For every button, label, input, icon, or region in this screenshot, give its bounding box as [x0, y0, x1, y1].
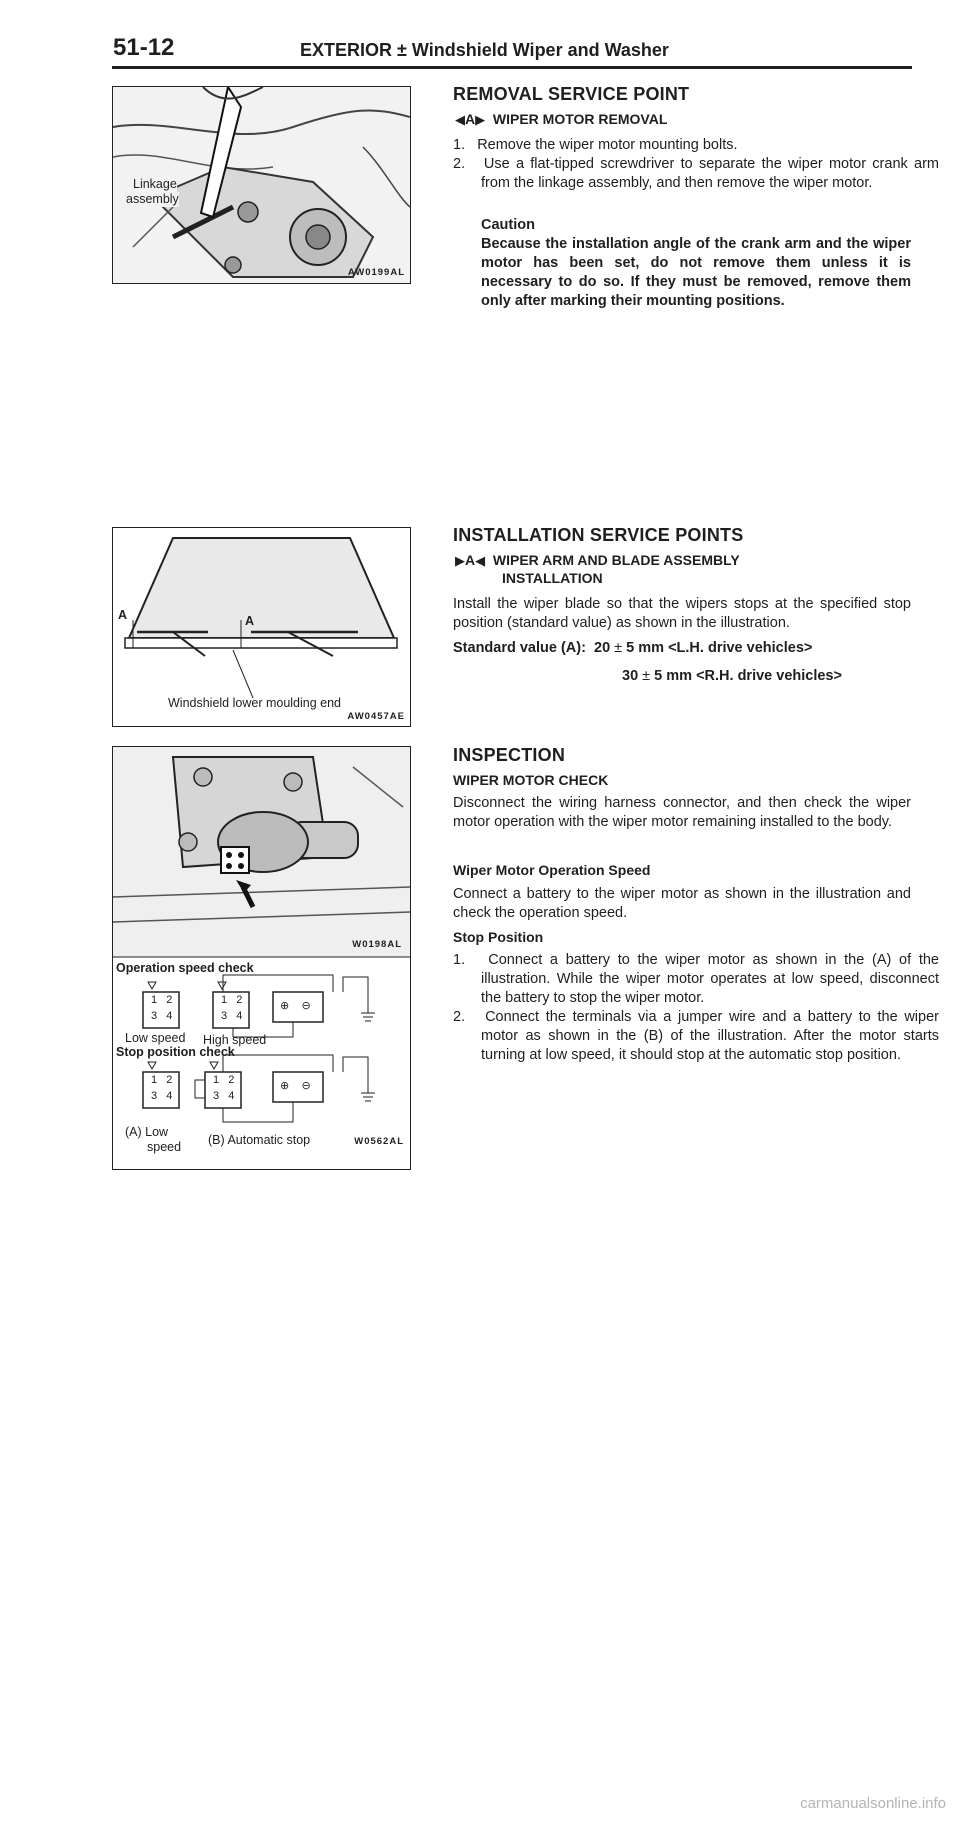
caution-text: Because the installation angle of the crank arm and the wiper motor has been set, do not remove them unless it is necessary to do so. If they must be removed, remove them only after marking their mounting positions.: [481, 236, 911, 309]
stop-step-2: 2. Connect the terminals via a jumper wire and a battery to the wiper motor as shown in the (B) of the illustration. After the motor starts turning at low speed, it should stop at the automatic stop position.: [453, 1009, 939, 1063]
figure-code: AW0457AE: [347, 711, 405, 722]
caution-title: Caution: [481, 217, 535, 233]
installation-subtitle: WIPER ARM AND BLADE ASSEMBLY: [492, 552, 740, 568]
motor-check-illustration: [113, 747, 410, 1169]
watermark-link[interactable]: carmanualsonline.info: [800, 1795, 946, 1812]
low-speed-label: Low speed: [125, 1031, 186, 1045]
header-rule: [112, 66, 912, 69]
installation-heading: INSTALLATION SERVICE POINTS: [453, 525, 744, 545]
operation-speed-body: Connect a battery to the wiper motor as shown in the illustration and check the operation speed.: [453, 886, 911, 921]
figure-motor-check: 1 2 3 4 1 2 3 4 1 2 3 4 1 2 3 4 ⊕ ⊖ ⊕ ⊖ W0198AL Operation speed check Low speed High speed Stop position check (A) Low speed (B) Automatic stop W0562AL: [112, 746, 411, 1170]
linkage-label-line1: Linkage: [133, 177, 177, 191]
high-speed-label: High speed: [203, 1033, 267, 1047]
triangle-right-icon: ▶: [455, 553, 465, 568]
installation-subheading-line2: INSTALLATION: [502, 570, 603, 586]
installation-subheading: [455, 552, 740, 569]
operation-speed-title: Wiper Motor Operation Speed: [453, 862, 651, 878]
b-auto-label: (B) Automatic stop: [208, 1133, 311, 1147]
removal-subheading: [455, 111, 667, 128]
triangle-right-icon: ▶: [475, 112, 486, 127]
marker-letter: A: [465, 552, 476, 568]
removal-heading: REMOVAL SERVICE POINT: [453, 84, 690, 104]
motor-check-body: Disconnect the wiring harness connector, and then check the wiper motor operation with the wiper motor remaining installed to the body.: [453, 795, 911, 830]
marker-letter: A: [465, 111, 476, 127]
figure-linkage-assembly: [112, 86, 411, 284]
stop-position-title: Stop position check: [116, 1045, 235, 1059]
a-low-label-line2: speed: [147, 1140, 182, 1154]
stop-step-1: 1. Connect a battery to the wiper motor as shown in the (A) of the illustration. While the wiper motor operates at low speed, disconnect the battery to stop the wiper motor.: [453, 952, 940, 1006]
figure-code-bottom: W0562AL: [354, 1136, 404, 1147]
figure-code: AW0199AL: [347, 267, 405, 278]
dimension-a-mid: A: [245, 614, 255, 628]
page-number: 51-12: [113, 34, 175, 61]
stop-position-title: Stop Position: [453, 929, 544, 945]
removal-step-2: 2. Use a flat-tipped screwdriver to separate the wiper motor crank arm from the linkage assembly, and then remove the wiper motor.: [453, 156, 939, 191]
removal-step-1: 1. Remove the wiper motor mounting bolts.: [453, 137, 738, 153]
a-low-label-line1: (A) Low: [125, 1125, 169, 1139]
removal-subtitle: WIPER MOTOR REMOVAL: [492, 111, 668, 127]
triangle-left-icon: ◀: [455, 112, 465, 127]
battery-icon: ⊕ ⊖: [280, 1080, 311, 1092]
standard-value-line1: Standard value (A): 20 ± 5 mm <L.H. drive vehicles>: [453, 640, 813, 656]
motor-check-title: WIPER MOTOR CHECK: [453, 772, 609, 788]
inspection-heading: INSPECTION: [453, 745, 566, 765]
page-title: EXTERIOR ± Windshield Wiper and Washer: [300, 40, 669, 60]
triangle-left-icon: ◀: [475, 553, 486, 568]
installation-body: Install the wiper blade so that the wipers stops at the specified stop position (standard value) as shown in the illustration.: [453, 596, 911, 631]
standard-value-line2: 30 ± 5 mm <R.H. drive vehicles>: [622, 668, 842, 684]
dimension-a-left: A: [118, 608, 128, 622]
figure-code-top: W0198AL: [352, 939, 402, 950]
battery-icon: ⊕ ⊖: [280, 1000, 311, 1012]
figure-windshield-stop-position: [112, 527, 411, 727]
moulding-end-label: Windshield lower moulding end: [168, 696, 342, 710]
operation-speed-title: Operation speed check: [116, 961, 254, 975]
linkage-label-line2: assembly: [126, 192, 179, 206]
